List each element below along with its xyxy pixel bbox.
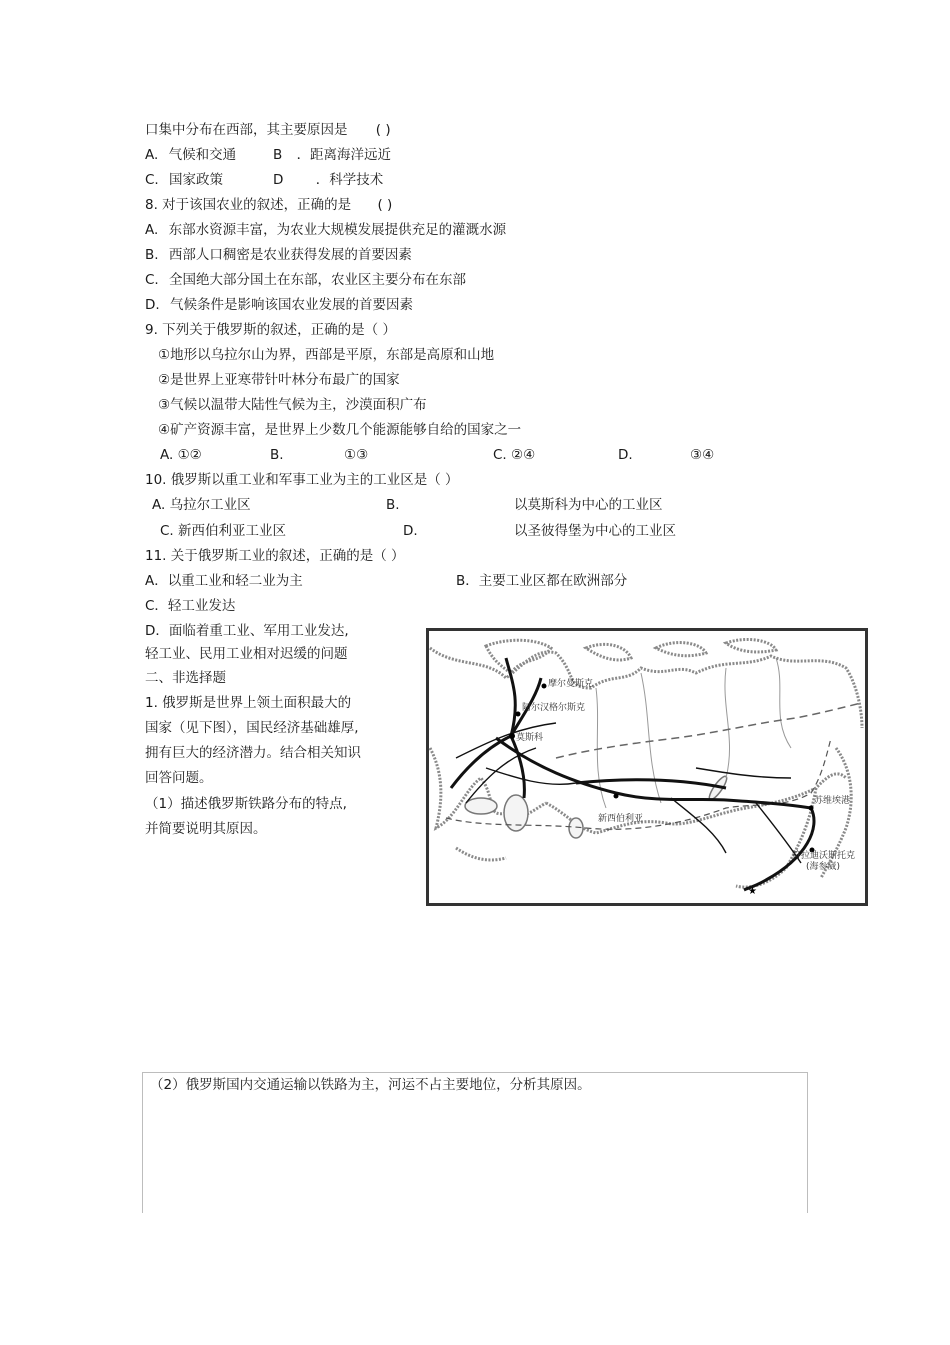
option-text: 气候和交通 — [168, 147, 237, 163]
option-text: ．科学技术 — [315, 172, 384, 188]
q11-stem: 11. 关于俄罗斯工业的叙述，正确的是（ ） — [145, 548, 405, 564]
q11-option-b: B．主要工业区都在欧洲部分 — [456, 573, 628, 589]
q10-option-d-text: 以圣彼得堡为中心的工业区 — [514, 523, 676, 539]
q9-option-a: A. ①② — [160, 447, 202, 463]
q11-option-d-line1: D．面临着重工业、军用工业发达, — [145, 623, 349, 639]
q8-stem — [145, 196, 392, 214]
label-vladivostok-alt: (海参崴) — [806, 862, 841, 872]
arkhangelsk-dot — [516, 712, 521, 717]
black-sea — [465, 798, 497, 814]
label-arkhangelsk: 阿尔汉格尔斯克 — [522, 703, 586, 713]
q9-item-2: ②是世界上亚寒带针叶林分布最广的国家 — [158, 372, 400, 388]
q9-option-d-text: ③④ — [690, 447, 715, 463]
q7-option-b — [273, 146, 391, 164]
q1-text-line-1: 1. 俄罗斯是世界上领土面积最大的 — [145, 695, 352, 711]
map-svg — [426, 628, 868, 906]
q7-option-d — [273, 171, 383, 189]
option-letter: B — [273, 147, 283, 163]
russia-railway-map — [426, 628, 868, 906]
q8-paren: ( ) — [377, 197, 393, 213]
q1-text-line-3: 拥有巨大的经济潜力。结合相关知识 — [145, 745, 361, 761]
option-letter: A. — [145, 222, 159, 238]
q8-option-b — [145, 246, 412, 264]
q1-sub1-line-2: 并简要说明其原因。 — [145, 821, 267, 837]
option-text: 西部人口稠密是农业获得发展的首要因素 — [168, 247, 412, 263]
q7-option-c — [145, 171, 223, 189]
answer-box — [142, 1072, 808, 1213]
q11-option-d-line2: 轻工业、民用工业相对迟缓的问题 — [145, 646, 348, 662]
option-letter: C. — [145, 272, 159, 288]
q8-option-c — [145, 271, 466, 289]
sovgavan-dot — [809, 806, 814, 811]
section-title: 二、非选择题 — [145, 670, 226, 686]
moscow-dot — [509, 733, 515, 739]
q11-option-c: C．轻工业发达 — [145, 598, 236, 614]
q1-sub2-text: （2）俄罗斯国内交通运输以铁路为主，河运不占主要地位，分析其原因。 — [150, 1077, 591, 1093]
option-letter: B. — [145, 247, 159, 263]
q10-option-a: A. 乌拉尔工业区 — [152, 497, 251, 513]
label-vladivostok: 符拉迪沃斯托克 — [792, 851, 856, 861]
option-text: ．距离海洋远近 — [296, 147, 392, 163]
q7-stem — [145, 121, 391, 139]
q8-option-a — [145, 221, 506, 239]
q9-option-b-letter: B. — [270, 447, 284, 463]
q9-item-4: ④矿产资源丰富，是世界上少数几个能源能够自给的国家之一 — [158, 422, 522, 438]
q10-option-d-letter: D. — [403, 523, 418, 539]
q11-option-a: A．以重工业和轻二业为主 — [145, 573, 303, 589]
q10-option-b-letter: B. — [386, 497, 400, 513]
q7-option-a — [145, 146, 236, 164]
option-text: 国家政策 — [169, 172, 224, 188]
q7-stem-text: 口集中分布在西部，其主要原因是 — [145, 122, 348, 138]
murmansk-dot — [542, 684, 547, 689]
q8-stem-text: 8. 对于该国农业的叙述，正确的是 — [145, 197, 352, 213]
option-text: 东部水资源丰富，为农业大规模发展提供充足的灌溉水源 — [168, 222, 507, 238]
label-sovgavan: 苏维埃港 — [814, 796, 851, 806]
caspian-sea — [504, 795, 528, 831]
option-text: 全国绝大部分国土在东部，农业区主要分布在东部 — [169, 272, 467, 288]
q1-text-line-4: 回答问题。 — [145, 770, 213, 786]
label-murmansk: 摩尔曼斯克 — [548, 679, 594, 689]
q7-paren: ( ) — [375, 122, 391, 138]
label-moscow: 莫斯科 — [516, 733, 544, 743]
q1-text-line-2: 国家（见下图），国民经济基础雄厚, — [145, 720, 359, 736]
q9-item-1: ①地形以乌拉尔山为界，西部是平原，东部是高原和山地 — [158, 347, 495, 363]
option-letter: A. — [145, 147, 159, 163]
option-letter: D. — [145, 297, 160, 313]
q9-option-b-text: ①③ — [344, 447, 369, 463]
option-letter: D — [273, 172, 284, 188]
label-novosibirsk: 新西伯利亚 — [598, 814, 644, 824]
q10-stem: 10. 俄罗斯以重工业和军事工业为主的工业区是（ ） — [145, 472, 459, 488]
novosibirsk-dot — [614, 794, 619, 799]
q8-option-d — [145, 296, 413, 314]
q10-option-b-text: 以莫斯科为中心的工业区 — [514, 497, 663, 513]
q9-option-d-letter: D. — [618, 447, 633, 463]
option-text: 气候条件是影响该国农业发展的首要因素 — [169, 297, 413, 313]
star-icon: ★ — [748, 886, 757, 897]
q9-stem: 9. 下列关于俄罗斯的叙述，正确的是（ ） — [145, 322, 396, 338]
q9-item-3: ③气候以温带大陆性气候为主，沙漠面积广布 — [158, 397, 427, 413]
option-letter: C. — [145, 172, 159, 188]
q10-option-c: C. 新西伯利亚工业区 — [160, 523, 287, 539]
q1-sub1-line-1: （1）描述俄罗斯铁路分布的特点, — [145, 796, 347, 812]
q9-option-c: C. ②④ — [493, 447, 536, 463]
